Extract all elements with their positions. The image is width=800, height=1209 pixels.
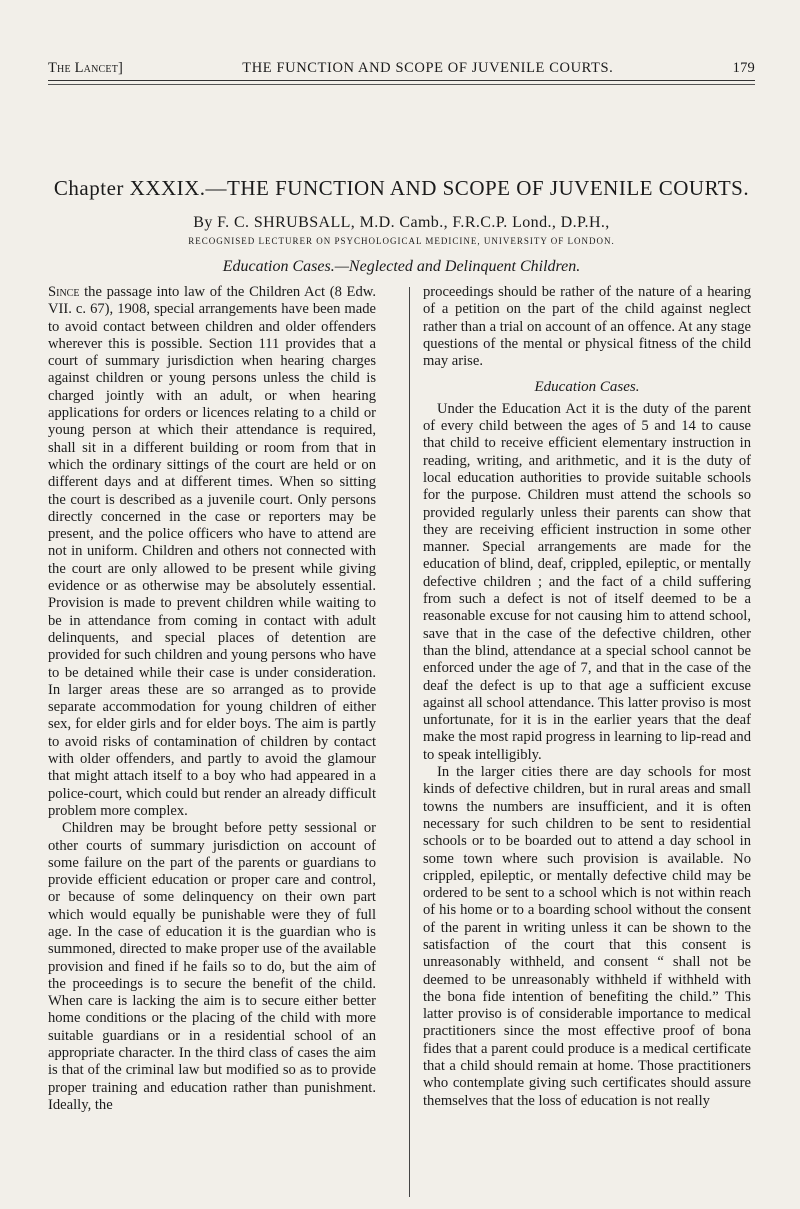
author-affiliation: RECOGNISED LECTURER ON PSYCHOLOGICAL MEDICINE, UNIVERSITY OF LONDON. [188,236,615,246]
author-byline: By F. C. SHRUBSALL, M.D. Camb., F.R.C.P. Lond., D.P.H., [193,214,610,231]
paragraph [48,284,376,820]
paragraph: Under the Education Act it is the duty of the parent of every child between the ages of 5 and 14 to cause that child to receive efficient elementary instruction in reading, writing, and arithmetic, and it is the duty of local education authorities to provide suitable schools for the purpose. Children must attend the schools so provided regularly unless their parents can show that they are receiving efficient instruction in some other manner. Special arrangements are made for the education of blind, deaf, crippled, epileptic, or mentally defective children ; and the fact of a child suffering from such a defect is not of itself deemed to be a reasonable excuse for not causing him to attend school, save that in the case of the defective children, other than the blind, attendance at a special school cannot be enforced under the age of 7, and that in the case of the deaf the defect is up to that age a sufficient excuse against all school attendance. This latter proviso is most unfortunate, for it is in the earlier years that the deaf make the most rapid progress in learning to lip-read and to speak intelligibly. [423,400,751,763]
running-title: THE FUNCTION AND SCOPE OF JUVENILE COURTS. [242,60,614,76]
journal-name: The Lancet] [48,60,124,76]
left-column [48,284,376,1114]
drop-lead-word: Since [48,284,80,300]
section-title: Education Cases.—Neglected and Delinquent Children. [222,258,581,275]
paragraph-text: the passage into law of the Children Act (8 Edw. VII. c. 67), 1908, special arrangements have been made to avoid contact between children and older offenders wherever this is possible. Section 111 provides that a court of summary jurisdiction when hearing charges against children or young persons unless the child is charged jointly with an adult, or when hearing applications for orders or licences relating to a child or young person at which their attendance is required, shall sit in a different building or room from that in which the ordinary sittings of the court are held or on different days and at different times. When so sitting the court is described as a juvenile court. Only persons directly concerned in the case or reporters may be present, and the police officers who have to attend are not in uniform. Children and others not connected with the court are only allowed to be present while giving evidence or as otherwise may be absolutely essential. Provision is made to prevent children while waiting to be in attendance from coming in contact with adult delinquents, and special places of detention are provided for such children and young persons who have to be detained while their case is under consideration. In larger areas these are so arranged as to provide separate accommodation for young children of either sex, for elder girls and for elder boys. The aim is partly to avoid risks of contamination of children by contact with older offenders, and partly to avoid the glamour that might attach itself to a boy who had appeared in a police-court, which could but render an already difficult problem more complex. [48,284,376,819]
header-rule [48,80,755,81]
paragraph: Children may be brought before petty sessional or other courts of summary jurisdiction on account of some failure on the part of the parents or guardians to provide efficient education or proper care and control, or because of some delinquency on their own part which would equally be punishable were they of full age. In the case of education it is the guardian who is summoned, directed to make proper use of the available provision and fined if he fails so to do, but the aim of the proceedings is to secure the benefit of the child. When care is lacking the aim is to secure either better home conditions or the placing of the child with more suitable guardians or in a residential school of an appropriate character. In the third class of cases the aim is that of the criminal law but modified so as to provide proper training and education rather than punishment. Ideally, the [48,820,376,1113]
paragraph: In the larger cities there are day schools for most kinds of defective children, but in rural areas and small towns the numbers are insufficient, and it is often necessary for such children to be sent to residential schools or to be boarded out to attend a day school in some town where such provision is available. No crippled, epileptic, or mentally defective child may be ordered to be sent to a school which is not within reach of his home or to a boarding school without the consent of the parent in writing unless it can be shown to the satisfaction of the court that this consent is unreasonably withheld, and consent “ shall not be deemed to be unreasonably withheld if withheld with the bona fide intention of benefiting the child.” This latter proviso is of considerable importance to medical practitioners since the most effective proof of bona fides that a parent could produce is a medical certificate that a child should remain at home. Those practitioners who contemplate giving such certificates should assure themselves that the loss of education is not really [423,764,751,1109]
running-head [48,60,755,77]
header-rule-secondary [48,84,755,85]
paragraph: proceedings should be rather of the nature of a hearing of a petition on the part of the child against neglect rather than a trial on account of an offence. At any stage questions of the mental or physical fitness of the child may arise. [423,284,751,370]
chapter-title: Chapter XXXIX.—THE FUNCTION AND SCOPE OF JUVENILE COURTS. [53,176,750,200]
right-column [423,284,751,1110]
column-divider [409,287,410,1197]
page-number: 179 [732,60,755,76]
subheading: Education Cases. [534,379,640,396]
